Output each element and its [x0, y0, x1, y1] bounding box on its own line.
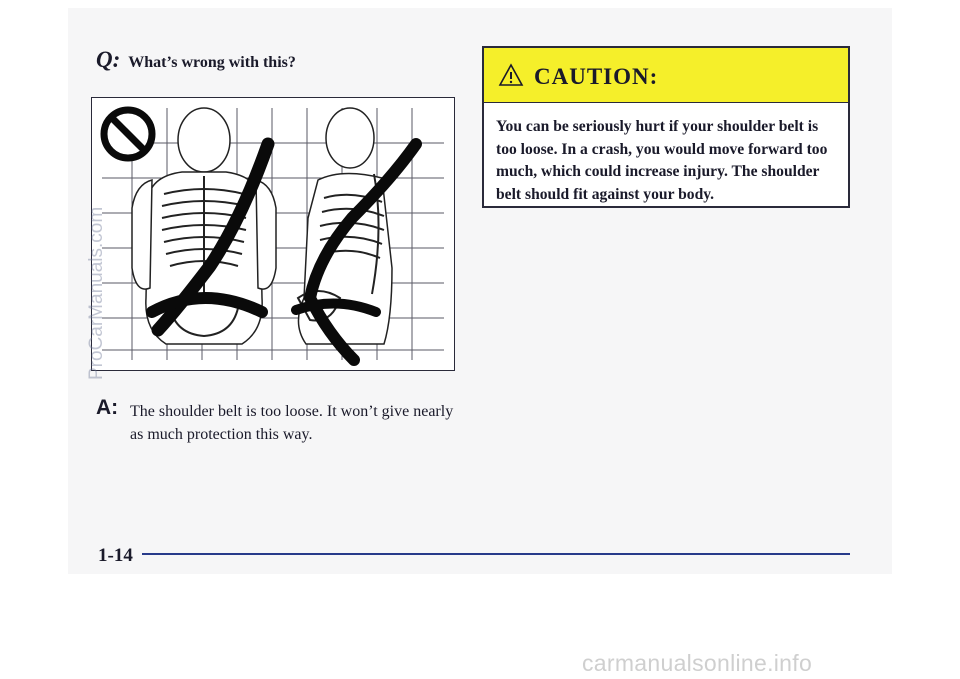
answer-mark-label: A: — [96, 396, 119, 419]
answer — [96, 396, 466, 446]
question-text: What’s wrong with this? — [128, 54, 296, 71]
caution-header — [484, 48, 848, 103]
question-mark-label: Q: — [96, 47, 121, 72]
answer-text: The shoulder belt is too loose. It won’t give nearly as much protection this way. — [130, 403, 454, 443]
caution-box — [482, 46, 850, 208]
page-number: 1-14 — [98, 545, 133, 566]
side-watermark-text: ProCarManuals.com — [86, 206, 107, 380]
question — [96, 47, 296, 73]
caution-text: You can be seriously hurt if your shoulder belt is too loose. In a crash, you would move forward too much, which could increase injury. The shoulder belt should fit against your body. — [496, 118, 828, 203]
warning-triangle-icon — [498, 63, 524, 87]
footer-rule — [142, 553, 850, 555]
no-symbol-icon — [104, 110, 152, 158]
seat-belt-illustration — [91, 97, 455, 371]
footer-watermark: carmanualsonline.info — [582, 650, 813, 676]
side-watermark — [82, 190, 106, 380]
caution-title: CAUTION: — [534, 64, 659, 89]
